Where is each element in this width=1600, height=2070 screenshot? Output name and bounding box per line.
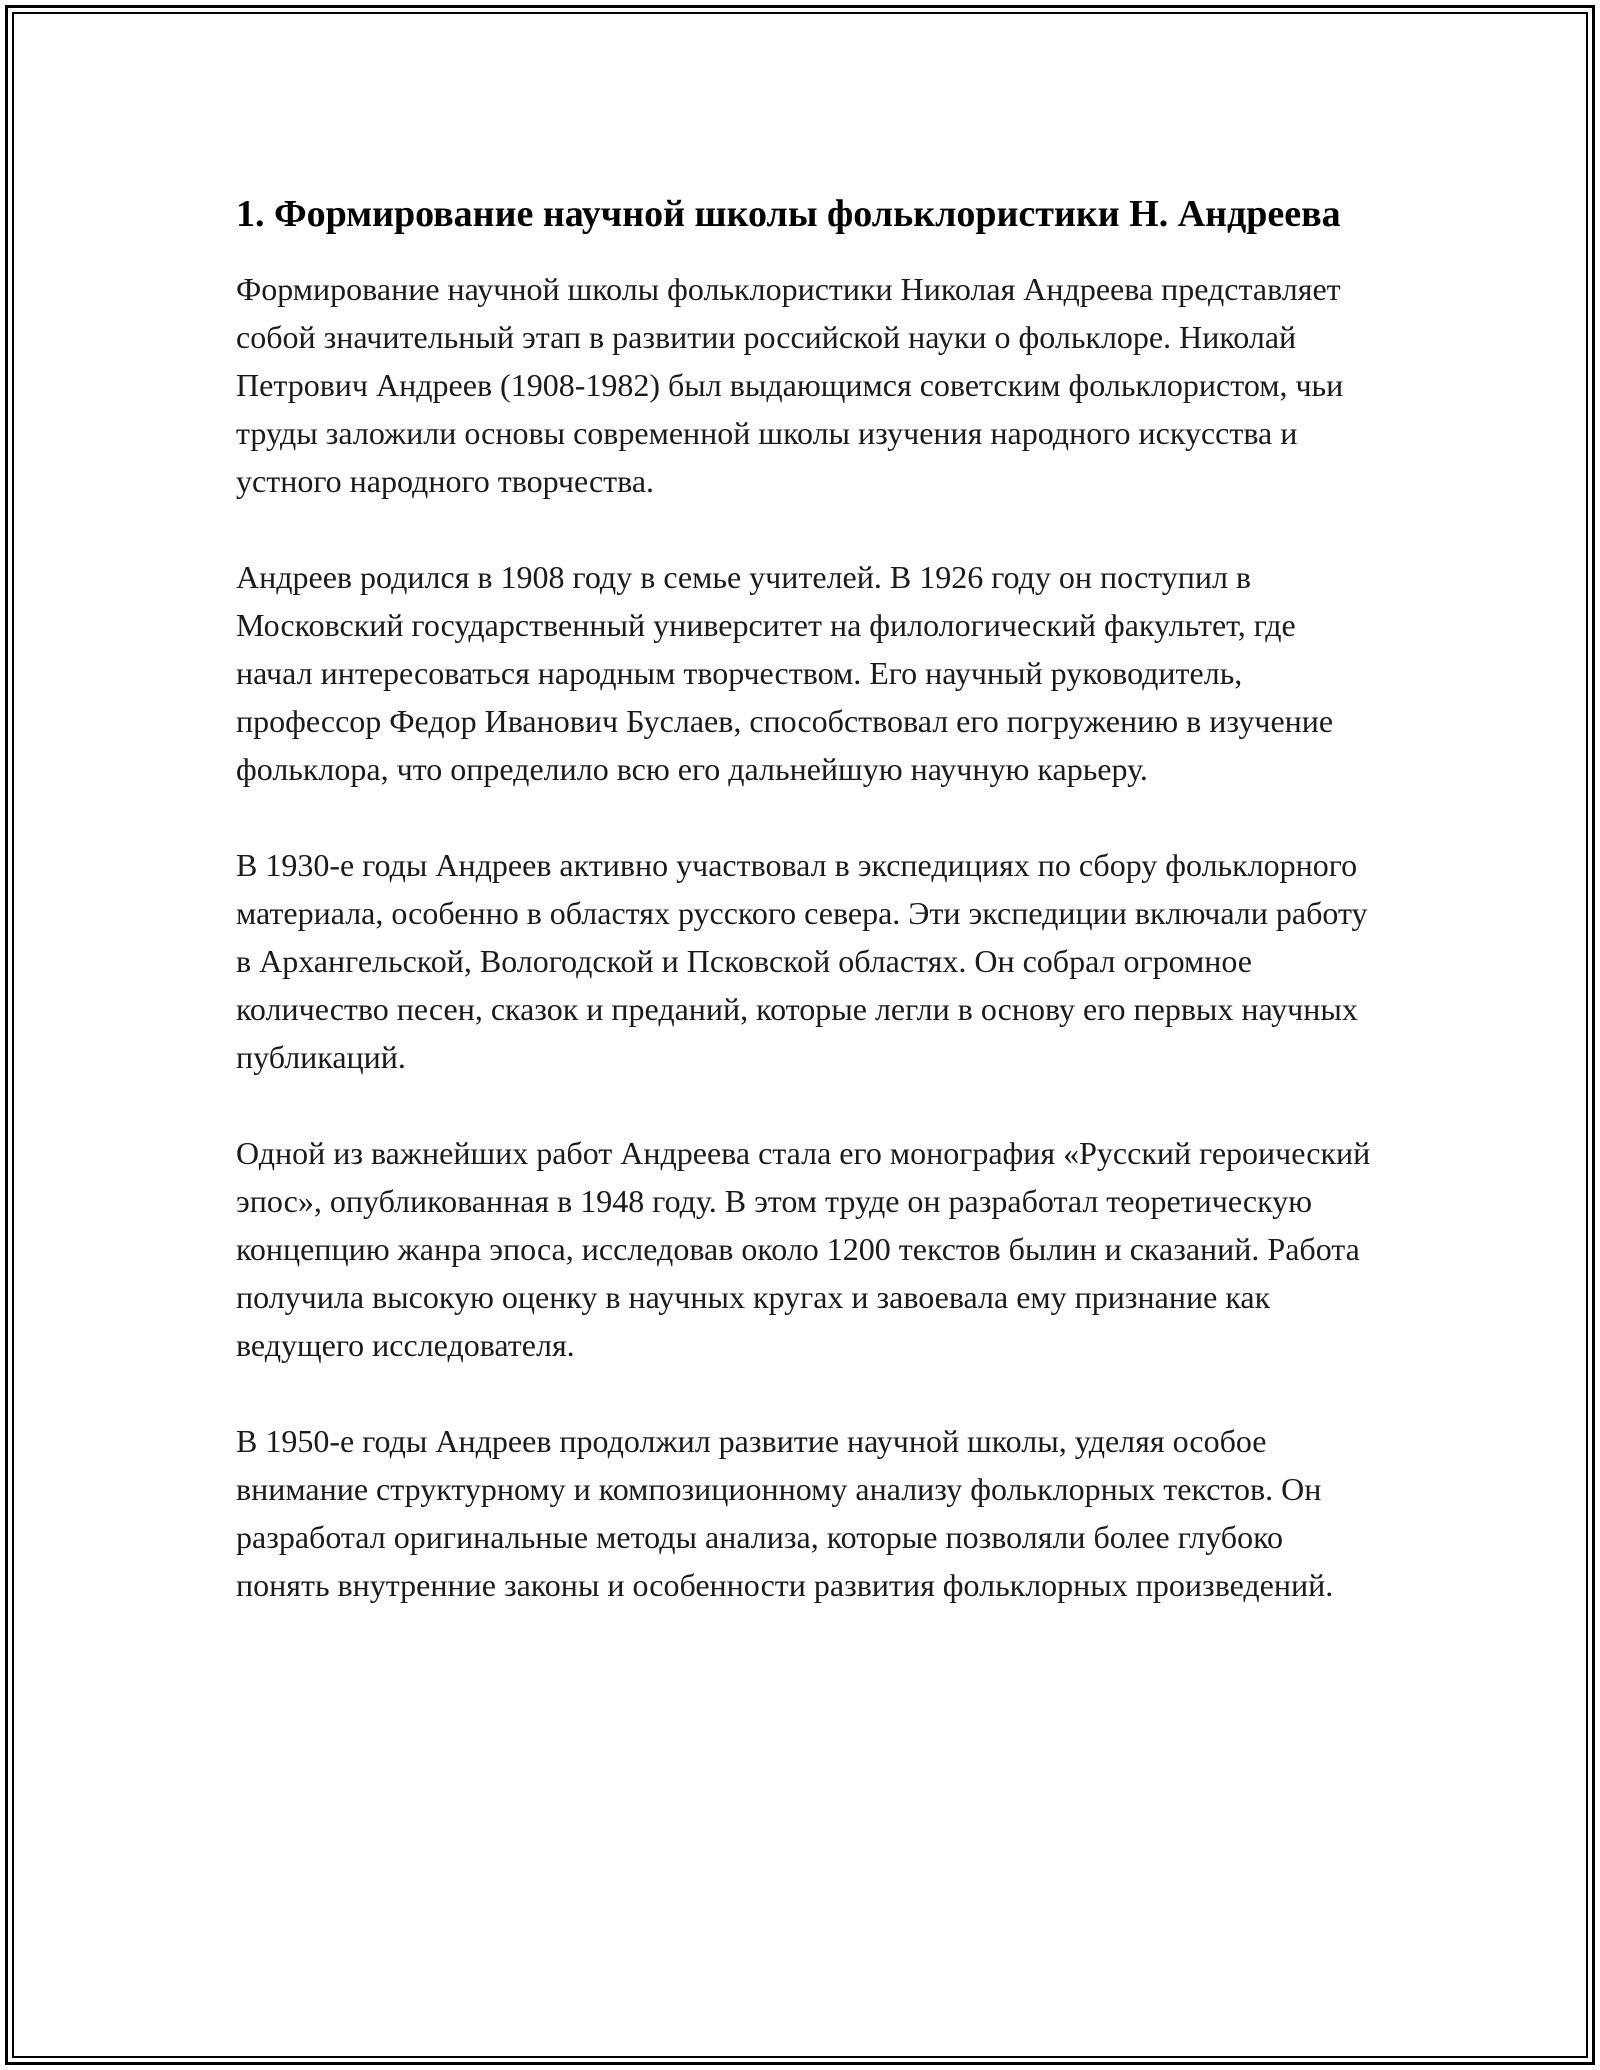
document-body — [236, 188, 1376, 1657]
paragraph-intro: Формирование научной школы фольклористики Николая Андреева представляет собой значительный этап в развитии российской науки о фольклоре. Николай Петрович Андреев (1908-1982) был выдающимся советским фольклористом, чьи труды заложили основы современной школы изучения народного искусства и устного народного творчества. — [236, 271, 1344, 500]
paragraph-1950s: В 1950-е годы Андреев продолжил развитие научной школы, уделяя особое внимание структурному и композиционному анализу фольклорных текстов. Он разработал оригинальные методы анализа, которые позволяли более глубоко понять внутренние законы и особенности развития фольклорных произведений. — [236, 1423, 1334, 1604]
paragraph-expeditions: В 1930-е годы Андреев активно участвовал в экспедициях по сбору фольклорного материала, особенно в областях русского севера. Эти экспедиции включали работу в Архангельской, Вологодской и Псковской областях. Он собрал огромное количество песен, сказок и преданий, которые легли в основу его первых научных публикаций. — [236, 847, 1368, 1076]
paragraph-monograph: Одной из важнейших работ Андреева стала его монография «Русский героический эпос», опубликованная в 1948 году. В этом труде он разработал теоретическую концепцию жанра эпоса, исследовав около 1200 текстов былин и сказаний. Работа получила высокую оценку в научных кругах и завоевала ему признание как ведущего исследователя. — [236, 1135, 1371, 1364]
paragraph-biography: Андреев родился в 1908 году в семье учителей. В 1926 году он поступил в Московский государственный университет на филологический факультет, где начал интересоваться народным творчеством. Его научный руководитель, профессор Федор Иванович Буслаев, способствовал его погружению в изучение фольклора, что определило всю его дальнейшую научную карьеру. — [236, 559, 1334, 788]
page-title: 1. Формирование научной школы фольклористики Н. Андреева — [236, 193, 1341, 235]
